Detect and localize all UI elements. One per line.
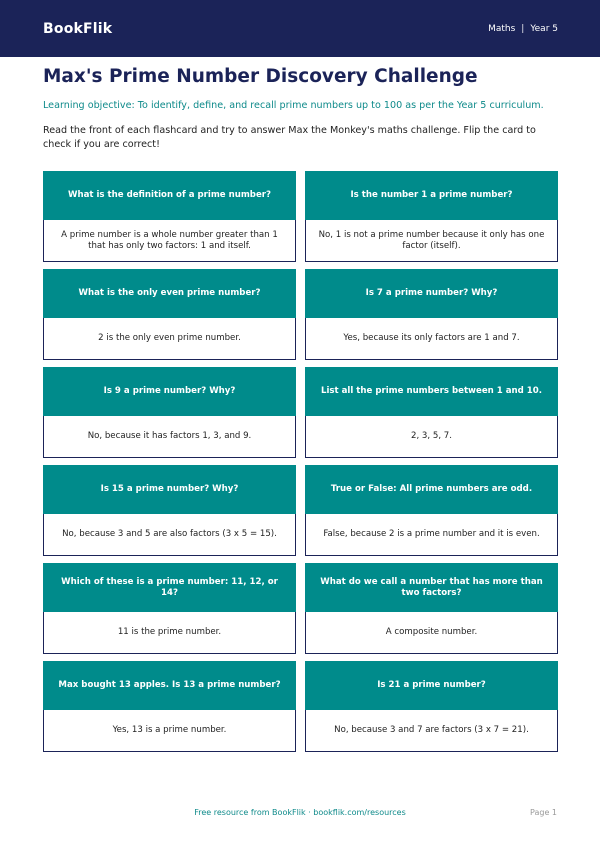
flashcard[interactable]: [43, 171, 296, 262]
flashcard[interactable]: [43, 269, 296, 360]
flashcard-answer: Yes, because its only factors are 1 and 7.: [305, 318, 558, 360]
flashcard-answer: Yes, 13 is a prime number.: [43, 710, 296, 752]
flashcard-grid: [43, 171, 558, 752]
flashcard-question: Is the number 1 a prime number?: [305, 171, 558, 220]
flashcard-question: Is 9 a prime number? Why?: [43, 367, 296, 416]
flashcard[interactable]: [305, 171, 558, 262]
intro-text: Read the front of each flashcard and try to answer Max the Monkey's maths challenge. Flip the card to check if you are correct!: [43, 125, 536, 150]
breadcrumb-year[interactable]: Year 5: [530, 23, 558, 34]
flashcard[interactable]: [43, 465, 296, 556]
brand-logo[interactable]: BookFlik: [43, 20, 113, 37]
flashcard[interactable]: [43, 367, 296, 458]
breadcrumb-separator: |: [521, 23, 525, 34]
flashcard-question: What is the only even prime number?: [43, 269, 296, 318]
learning-objective: Learning objective: To identify, define, and recall prime numbers up to 100 as per the Year 5 curriculum.: [43, 100, 544, 111]
flashcard[interactable]: [43, 563, 296, 654]
flashcard-question: What do we call a number that has more than two factors?: [305, 563, 558, 612]
flashcard-answer: 11 is the prime number.: [43, 612, 296, 654]
flashcard[interactable]: [305, 465, 558, 556]
flashcard-question: True or False: All prime numbers are odd.: [305, 465, 558, 514]
breadcrumb-subject[interactable]: Maths: [488, 23, 516, 34]
flashcard[interactable]: [305, 367, 558, 458]
flashcard-answer: No, because 3 and 7 are factors (3 x 7 = 21).: [305, 710, 558, 752]
flashcard-answer: A composite number.: [305, 612, 558, 654]
top-bar: [0, 0, 600, 57]
flashcard-question: Which of these is a prime number: 11, 12, or 14?: [43, 563, 296, 612]
page-title: Max's Prime Number Discovery Challenge: [43, 66, 478, 87]
flashcard[interactable]: [305, 661, 558, 752]
flashcard-answer: False, because 2 is a prime number and it is even.: [305, 514, 558, 556]
flashcard[interactable]: [305, 269, 558, 360]
flashcard-answer: 2, 3, 5, 7.: [305, 416, 558, 458]
page-number: Page 1: [530, 808, 557, 817]
flashcard-question: Is 21 a prime number?: [305, 661, 558, 710]
flashcard-question: List all the prime numbers between 1 and 10.: [305, 367, 558, 416]
flashcard[interactable]: [305, 563, 558, 654]
flashcard[interactable]: [43, 661, 296, 752]
flashcard-question: Is 7 a prime number? Why?: [305, 269, 558, 318]
breadcrumb: [488, 24, 558, 34]
flashcard-question: Is 15 a prime number? Why?: [43, 465, 296, 514]
flashcard-answer: A prime number is a whole number greater than 1 that has only two factors: 1 and itself.: [43, 220, 296, 262]
flashcard-answer: No, 1 is not a prime number because it only has one factor (itself).: [305, 220, 558, 262]
flashcard-answer: 2 is the only even prime number.: [43, 318, 296, 360]
flashcard-question: What is the definition of a prime number?: [43, 171, 296, 220]
flashcard-question: Max bought 13 apples. Is 13 a prime number?: [43, 661, 296, 710]
flashcard-answer: No, because 3 and 5 are also factors (3 x 5 = 15).: [43, 514, 296, 556]
flashcard-answer: No, because it has factors 1, 3, and 9.: [43, 416, 296, 458]
footer-resource-link[interactable]: Free resource from BookFlik · bookflik.com/resources: [194, 808, 406, 817]
